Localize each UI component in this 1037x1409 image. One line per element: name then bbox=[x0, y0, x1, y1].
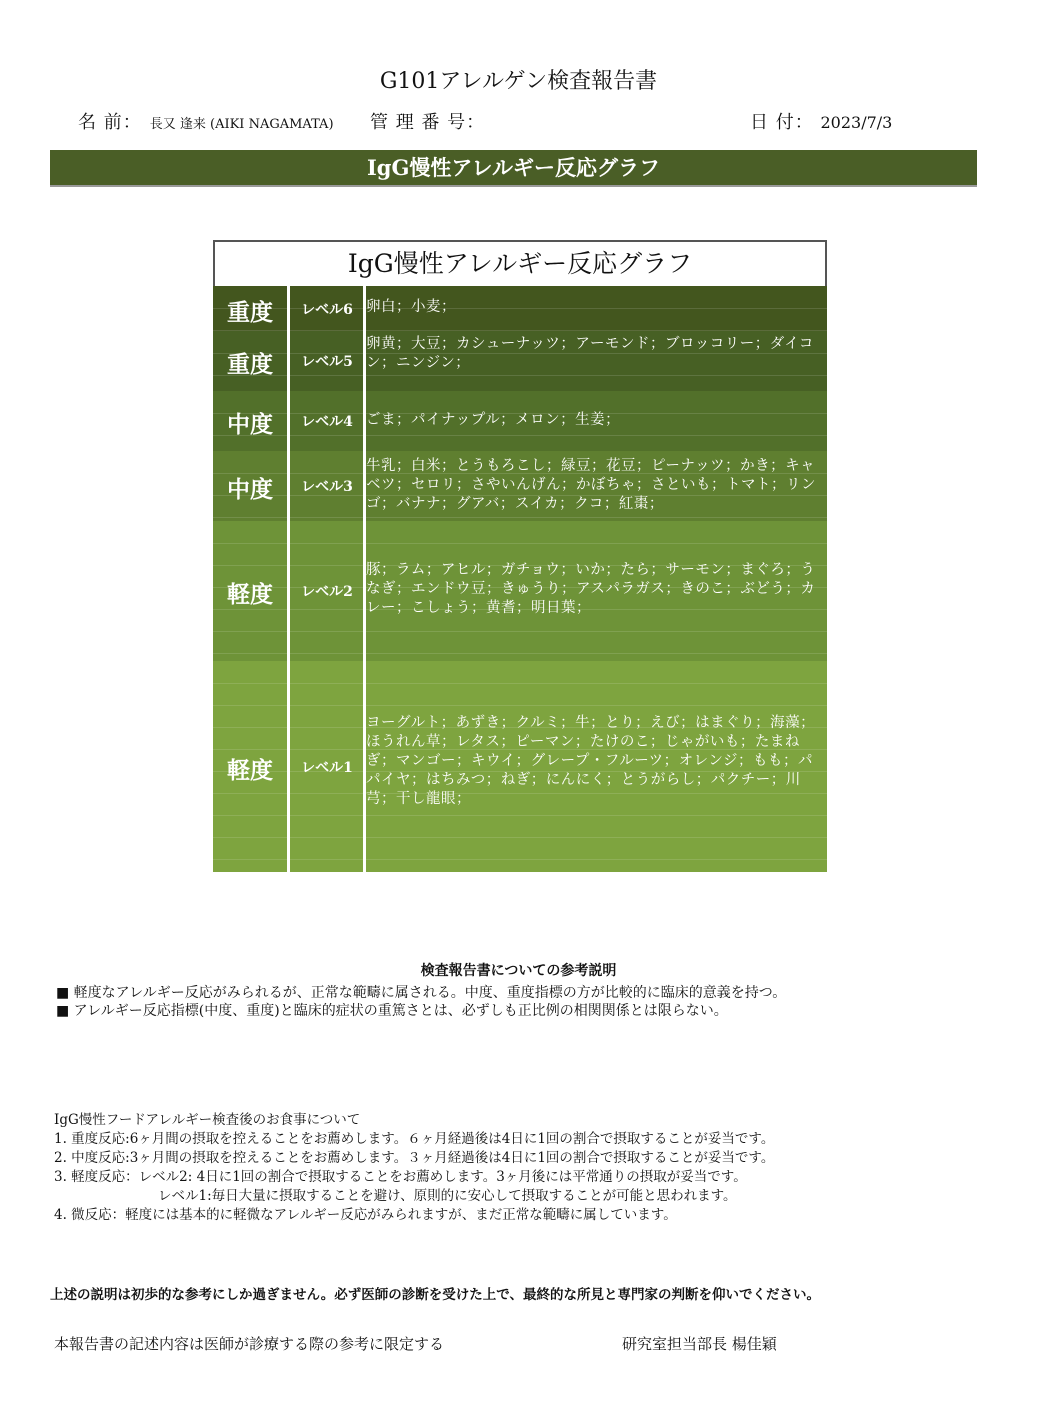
level-label: レベル6 bbox=[301, 301, 353, 318]
report-date: 2023/7/3 bbox=[820, 113, 893, 132]
patient-name: 長又 逢来 (AIKI NAGAMATA) bbox=[149, 117, 334, 132]
food-list: ヨーグルト；あずき；クルミ；牛；とり；えび；はまぐり；海藻；ほうれん草；レタス；ピーマン；たけのこ；じゃがいも；たまねぎ；マンゴー；キウイ；グレープ・フルーツ；オレンジ；もも；パパイヤ；はちみつ；ねぎ；にんにく；とうがらし；パクチー；川芎；干し龍眼； bbox=[366, 715, 816, 807]
name-label: 名 前： bbox=[78, 112, 142, 133]
chart-row-level-2 bbox=[213, 521, 827, 661]
level-label: レベル4 bbox=[301, 414, 353, 430]
date-field bbox=[750, 108, 892, 134]
reference-bullet-1: ■ 軽度なアレルギー反応がみられるが、正常な範疇に属される。中度、重度指標の方が比較的に臨床的意義を持つ。 bbox=[56, 985, 787, 1001]
level-label: レベル1 bbox=[301, 759, 353, 776]
chart-row-level-4 bbox=[213, 391, 827, 451]
level-label: レベル3 bbox=[301, 479, 353, 495]
level-label: レベル2 bbox=[301, 584, 353, 600]
allergy-chart bbox=[213, 240, 827, 872]
chart-row-level-5 bbox=[213, 331, 827, 391]
diet-line-3b: レベル1:毎日大量に摂取することを避け、原則的に安心して摂取することが可能と思われます。 bbox=[158, 1188, 737, 1204]
food-list: 卵黄；大豆；カシューナッツ；アーモンド；ブロッコリー；ダイコン；ニンジン； bbox=[366, 336, 814, 371]
chart-row-level-3 bbox=[213, 451, 827, 521]
reference-title: 検査報告書についての参考説明 bbox=[420, 963, 617, 979]
severity-label: 軽度 bbox=[227, 756, 273, 784]
severity-label: 中度 bbox=[227, 476, 273, 503]
name-field bbox=[78, 108, 334, 134]
report-title: G101アレルゲン検査報告書 bbox=[379, 69, 658, 94]
food-list: 牛乳；白米；とうもろこし；緑豆；花豆；ピーナッツ；かき；キャベツ；セロリ；さやいんげん；かぼちゃ；さといも；トマト；リンゴ；バナナ；グアバ；スイカ；クコ；紅棗； bbox=[366, 458, 816, 512]
level-label: レベル5 bbox=[301, 354, 353, 370]
diet-heading: IgG慢性フードアレルギー検査後のお食事について bbox=[54, 1112, 361, 1128]
diet-line-3: 3. 軽度反応：レベル2: 4日に1回の割合で摂取することをお薦めします。3ヶ月後には平常通りの摂取が妥当です。 bbox=[54, 1169, 747, 1185]
severity-label: 軽度 bbox=[227, 581, 273, 608]
diet-line-1: 1. 重度反応:6ヶ月間の摂取を控えることをお薦めします。６ヶ月経過後は4日に1回の割合で摂取することが妥当です。 bbox=[54, 1131, 775, 1147]
chart-title: IgG慢性アレルギー反応グラフ bbox=[213, 240, 827, 288]
food-list: 卵白；小麦； bbox=[366, 299, 456, 315]
date-label: 日 付： bbox=[750, 112, 814, 133]
severity-label: 中度 bbox=[227, 411, 273, 438]
diet-line-4: 4. 微反応：軽度には基本的に軽微なアレルギー反応がみられますが、まだ正常な範疇に属しています。 bbox=[54, 1207, 677, 1223]
severity-label: 重度 bbox=[227, 351, 273, 378]
footer-signature: 研究室担当部長 楊佳穎 bbox=[622, 1335, 777, 1353]
footer-note: 本報告書の記述内容は医師が診療する際の参考に限定する bbox=[54, 1335, 445, 1353]
chart-row-level-6 bbox=[213, 286, 827, 331]
disclaimer: 上述の説明は初歩的な参考にしか過ぎません。必ず医師の診断を受けた上で、最終的な所見と専門家の判断を仰いでください。 bbox=[50, 1287, 821, 1303]
section-banner: IgG慢性アレルギー反応グラフ bbox=[50, 150, 977, 187]
severity-label: 重度 bbox=[227, 298, 273, 326]
reference-bullet-2: ■ アレルギー反応指標(中度、重度)と臨床的症状の重篤さとは、必ずしも正比例の相関関係とは限らない。 bbox=[56, 1003, 728, 1019]
food-list: 豚；ラム；アヒル；ガチョウ；いか；たら；サーモン；まぐろ；うなぎ；エンドウ豆；きゅうり；アスパラガス；きのこ；ぶどう；カレー；こしょう；黄耆；明日葉； bbox=[366, 562, 816, 616]
food-list: ごま；パイナップル；メロン；生姜； bbox=[366, 412, 621, 428]
divider-severity-level bbox=[287, 286, 290, 872]
chart-row-level-1 bbox=[213, 661, 827, 872]
management-number-label: 管 理 番 号： bbox=[370, 112, 486, 133]
diet-line-2: 2. 中度反応:3ヶ月間の摂取を控えることをお薦めします。３ヶ月経過後は4日に1回の割合で摂取することが妥当です。 bbox=[54, 1150, 775, 1166]
divider-level-foods bbox=[363, 286, 366, 872]
